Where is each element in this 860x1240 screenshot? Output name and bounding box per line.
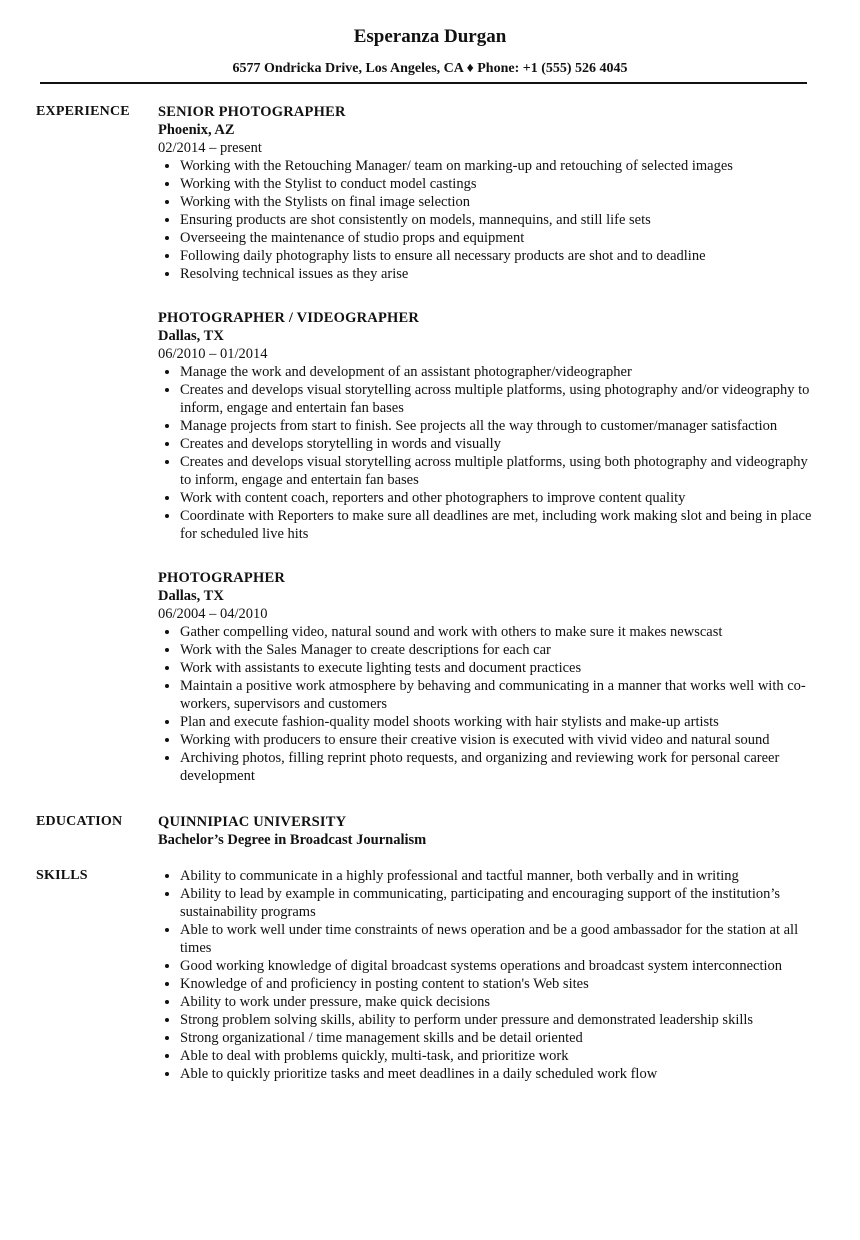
- skill-item: • Knowledge of and proficiency in posting content to station's Web sites: [180, 975, 820, 993]
- duty-item: • Plan and execute fashion-quality model shoots working with hair stylists and make-up artists: [180, 713, 820, 731]
- contact-line: 6577 Ondricka Drive, Los Angeles, CA ♦ Phone: +1 (555) 526 4045: [232, 61, 628, 76]
- job-entry: [158, 569, 820, 785]
- job-duties: [158, 623, 820, 785]
- job-duties: [158, 157, 820, 283]
- duty-item: • Following daily photography lists to ensure all necessary products are shot and to deadline: [180, 247, 820, 265]
- degree: Bachelor’s Degree in Broadcast Journalism: [158, 832, 427, 848]
- resume-header: [0, 0, 860, 78]
- duty-item: • Ensuring products are shot consistently on models, mannequins, and still life sets: [180, 211, 820, 229]
- duty-item: • Manage the work and development of an assistant photographer/videographer: [180, 363, 820, 381]
- skill-item: • Good working knowledge of digital broadcast systems operations and broadcast system interconnection: [180, 957, 820, 975]
- experience-label: EXPERIENCE: [36, 104, 130, 119]
- header-divider: [40, 82, 807, 84]
- job-duties: [158, 363, 820, 543]
- job-location: Dallas, TX: [158, 328, 224, 344]
- job-location: Phoenix, AZ: [158, 122, 235, 138]
- candidate-name: Esperanza Durgan: [353, 26, 507, 47]
- duty-item: • Archiving photos, filling reprint photo requests, and organizing and reviewing work for personal career development: [180, 749, 820, 785]
- duty-item: • Working with the Stylist to conduct model castings: [180, 175, 820, 193]
- duty-item: • Working with the Stylists on final image selection: [180, 193, 820, 211]
- job-entry: [158, 103, 820, 283]
- skill-item: • Ability to communicate in a highly professional and tactful manner, both verbally and in writing: [180, 867, 820, 885]
- experience-section: [0, 103, 860, 785]
- job-entry: [158, 309, 820, 543]
- duty-item: • Work with content coach, reporters and other photographers to improve content quality: [180, 489, 820, 507]
- education-label: EDUCATION: [36, 814, 123, 829]
- duty-item: • Creates and develops visual storytelling across multiple platforms, using both photography and videography to inform, engage and entertain fan bases: [180, 453, 820, 489]
- skill-item: • Able to deal with problems quickly, multi-task, and prioritize work: [180, 1047, 820, 1065]
- job-title: PHOTOGRAPHER: [158, 570, 286, 586]
- skills-list: [158, 867, 820, 1083]
- duty-item: • Resolving technical issues as they arise: [180, 265, 820, 283]
- duty-item: • Manage projects from start to finish. See projects all the way through to customer/manager satisfaction: [180, 417, 820, 435]
- skill-item: • Strong organizational / time management skills and be detail oriented: [180, 1029, 820, 1047]
- duty-item: • Gather compelling video, natural sound and work with others to make sure it makes newscast: [180, 623, 820, 641]
- duty-item: • Creates and develops visual storytelling across multiple platforms, using photography and/or videography to inform, engage and entertain fan bases: [180, 381, 820, 417]
- skill-item: • Ability to lead by example in communicating, participating and encouraging support of the institution’s sustainability programs: [180, 885, 820, 921]
- skill-item: • Ability to work under pressure, make quick decisions: [180, 993, 820, 1011]
- duty-item: • Working with producers to ensure their creative vision is executed with vivid video and natural sound: [180, 731, 820, 749]
- education-section: [0, 813, 860, 849]
- job-title: SENIOR PHOTOGRAPHER: [158, 104, 346, 120]
- duty-item: • Creates and develops storytelling in words and visually: [180, 435, 820, 453]
- skill-item: • Able to quickly prioritize tasks and meet deadlines in a daily scheduled work flow: [180, 1065, 820, 1083]
- duty-item: • Work with assistants to execute lighting tests and document practices: [180, 659, 820, 677]
- job-location: Dallas, TX: [158, 588, 224, 604]
- job-dates: 06/2004 – 04/2010: [158, 606, 268, 622]
- duty-item: • Maintain a positive work atmosphere by behaving and communicating in a manner that works well with co-workers, supervisors and customers: [180, 677, 820, 713]
- skills-section: [0, 867, 860, 1083]
- duty-item: • Coordinate with Reporters to make sure all deadlines are met, including work making slot and being in place for scheduled live hits: [180, 507, 820, 543]
- job-dates: 02/2014 – present: [158, 140, 262, 156]
- skills-label: SKILLS: [36, 868, 88, 883]
- duty-item: • Work with the Sales Manager to create descriptions for each car: [180, 641, 820, 659]
- school-name: QUINNIPIAC UNIVERSITY: [158, 814, 347, 830]
- duty-item: • Overseeing the maintenance of studio props and equipment: [180, 229, 820, 247]
- job-dates: 06/2010 – 01/2014: [158, 346, 268, 362]
- duty-item: • Working with the Retouching Manager/ team on marking-up and retouching of selected images: [180, 157, 820, 175]
- skill-item: • Strong problem solving skills, ability to perform under pressure and demonstrated leadership skills: [180, 1011, 820, 1029]
- job-title: PHOTOGRAPHER / VIDEOGRAPHER: [158, 310, 420, 326]
- skill-item: • Able to work well under time constraints of news operation and be a good ambassador for the station at all times: [180, 921, 820, 957]
